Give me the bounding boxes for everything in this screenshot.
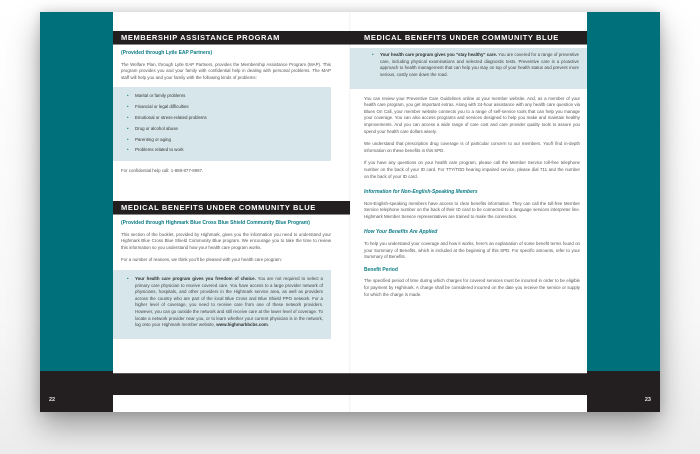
left-page [40,12,350,412]
helpline-text: For confidential help call: 1-888-877-8997. [121,168,204,174]
benefit-period-heading: Benefit Period [364,266,398,273]
right-footer-band [350,373,587,395]
medical-section-right [364,48,580,304]
list-item: • Financial or legal difficulties [127,104,323,111]
list-item: • Marital or family problems [127,93,323,100]
page-number-left: 22 [49,397,56,403]
website-link[interactable]: www.highmarkbcbs.com [216,322,268,328]
right-footer-corner [587,371,660,412]
benefits-applied-heading: How Your Benefits Are Applied [364,229,438,236]
membership-intro: The Welfare Plan, through Lytle EAP Partners, provides the Membership Assistance Program (MAP). This program provides you and your family with confidential help in dealing with personal problems. The MAP staff will help you and your family with the following kinds of problems: [121,61,331,80]
freedom-list [127,276,323,329]
benefits-applied-paragraph: To help you understand your coverage and how it works, here's an explanation of some benefit terms found on your Summary of Benefits, which is included at the beginning of this SPD. For specific amounts, refer to your Summary of Benefits. [364,241,580,260]
freedom-end: . [267,322,270,328]
right-page [350,12,660,412]
non-english-paragraph: Non-English-speaking members have access to clear benefits information. They can call the toll-free Member Service telephone number on the back of their ID card to be connected to a language services interpreter line. Highmark Member Service representatives are trained to make the connection. [364,200,580,219]
medical-intro: This section of the booklet, provided by Highmark, gives you the information you need to understand your Highmark Blue Cross Blue Shield Community Blue program. We encourage you to take the time to review this information so you understand how your health care program works. [121,231,331,250]
membership-subtitle: (Provided through Lytle EAP Partners) [121,50,213,56]
section-header-medical-left: MEDICAL BENEFITS UNDER COMMUNITY BLUE [113,201,350,215]
questions-paragraph: If you have any questions on your health care program, please call the Member Service toll-free telephone number on the back of your ID card. For TTY/TDD hearing impaired service, please dial 711 and the number on the back of your ID card. [364,160,580,179]
booklet-spread [40,12,660,412]
problems-list [127,93,323,154]
list-item [372,52,579,78]
list-item: • Problems related to work [127,147,323,154]
left-footer-band [113,373,350,395]
membership-section [121,50,331,181]
stay-healthy-lead: Your health care program gives you "stay healthy" care. [380,52,498,57]
left-footer-corner [40,371,113,412]
problems-box [113,87,331,161]
non-english-heading: Information for Non-English-Speaking Members [364,189,478,196]
list-item: • Parenting or aging [127,137,323,144]
list-item: • Drug or alcohol abuse [127,126,323,133]
section-header-medical-right: MEDICAL BENEFITS UNDER COMMUNITY BLUE [350,31,587,45]
page-number-right: 23 [644,397,651,403]
freedom-lead: Your health care program gives you freedom of choice. [135,275,256,281]
freedom-text: You are not required to select a primary care physician to receive covered care. You have access to a large provider network of physicians, hospitals, and other providers in the Highmark service area, as well as providers across the country who are part of the local Blue Cross and Blue Shield PPO network. For a higher level of coverage, you need to receive care from one of these network providers. However, you can go outside the network and still receive care at the lower level of coverage. To locate a network provider near you, or to learn whether your current physician is in the network, log onto your Highmark member website, [135,275,324,328]
reasons-text: For a number of reasons, we think you'll be pleased with your health care program: [121,257,282,263]
benefit-period-paragraph: The specified period of time during which charges for covered services must be incurred in order to be eligible for payment by Highmark. A charge shall be considered incurred on the date you receive the service or supply for which the charge is made. [364,278,580,297]
stay-healthy-list [372,52,579,78]
stay-healthy-text: You are covered for a range of preventive care, including physical examinations and selected diagnostic tests. Preventive care is a proactive approach to health management that can help you stay on top of your health status and prevent more serious, costly care down the road. [380,52,579,77]
stay-healthy-box [350,48,587,89]
medical-subtitle: (Provided through Highmark Blue Cross Blue Shield Community Blue Program) [121,220,310,226]
medical-section-left [121,220,331,346]
list-item: • Emotional or stress-related problems [127,115,323,122]
preventive-paragraph: You can review your Preventive Care Guidelines online at your member website. And, as a member of your health care program, you get important extras. Along with 24-hour assistance with any health care question via Blues On Call, your member website connects you to a range of self-service tools that can help you manage your coverage. You can also access programs and services designed to help you make and maintain healthy improvements. And you can access a wide range of care cost and care provider quality tools to assure you spend your health care dollars wisely. [364,95,580,134]
freedom-box [113,270,331,339]
right-teal-column [587,12,660,371]
left-teal-column [40,12,113,371]
section-header-membership: MEMBERSHIP ASSISTANCE PROGRAM [113,31,350,45]
list-item [127,276,323,329]
prescription-paragraph: We understand that prescription drug coverage is of particular concern to our members. You'll find in-depth information on these benefits in this SPD. [364,141,580,153]
spine [349,12,351,412]
